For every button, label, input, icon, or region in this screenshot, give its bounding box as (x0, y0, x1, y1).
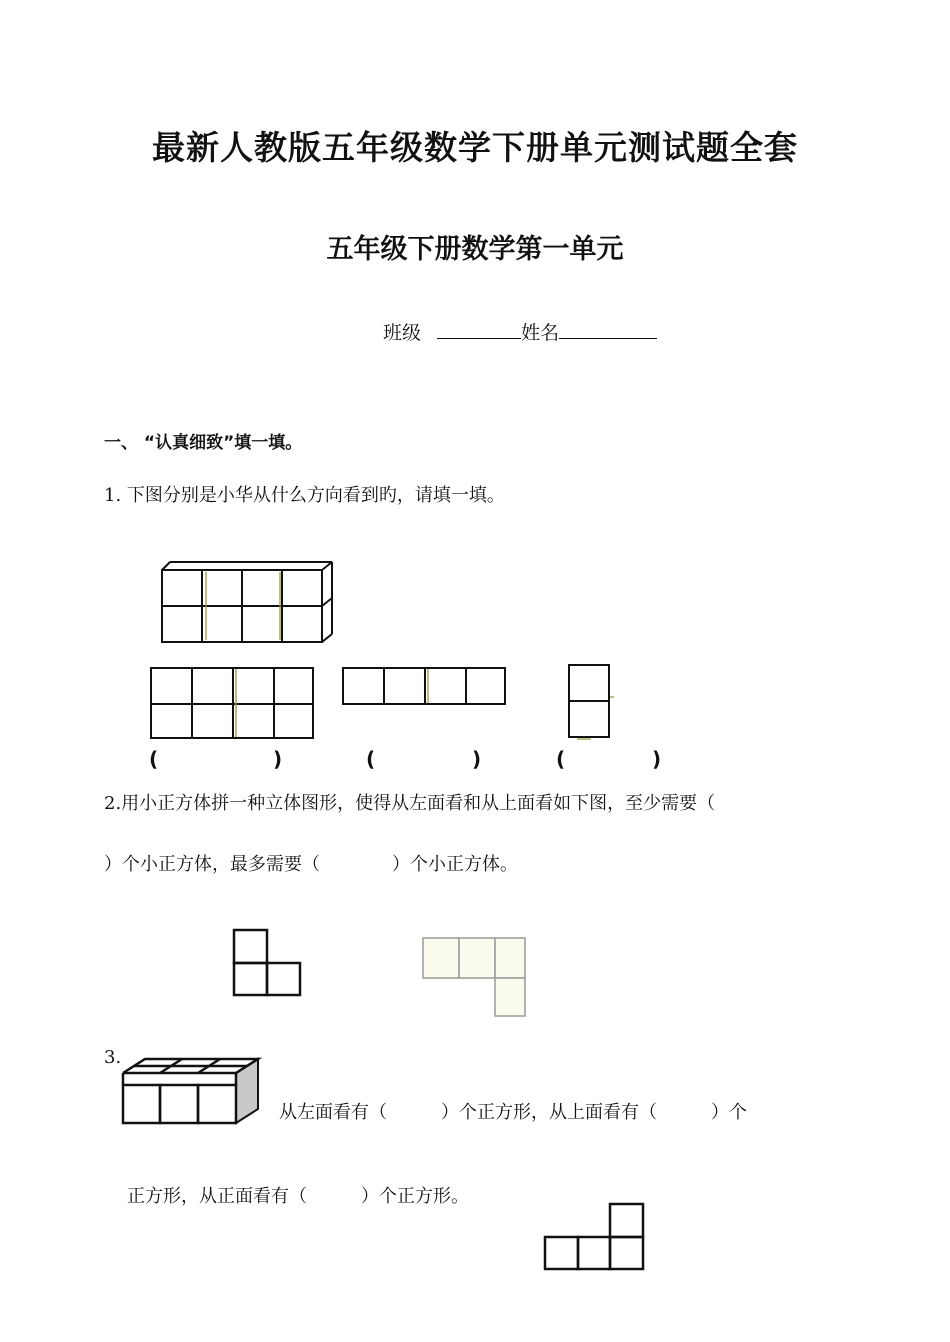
q1-answer-b-close: ) (472, 747, 482, 771)
question-1: 1. 下图分别是小华从什么方向看到旳，请填一填。 (104, 485, 505, 506)
q1-answer-a-open: ( (149, 747, 159, 771)
page-title: 最新人教版五年级数学下册单元测试题全套 (152, 128, 798, 167)
q1-view-side-grid (567, 663, 615, 741)
q3-3d-figure (120, 1057, 266, 1127)
q1-answer-a-close: ) (273, 747, 283, 771)
q1-3d-figure (160, 560, 340, 650)
section-heading: 一、 “认真细致”填一填。 (104, 433, 303, 453)
question-3-line-2: 正方形，从正面看有（ ）个正方形。 (127, 1186, 469, 1207)
question-3-line-1: 从左面看有（ ）个正方形，从上面看有（ ）个 (279, 1102, 747, 1123)
class-label: 班级 (383, 322, 422, 344)
q2-top-view-grid (421, 936, 531, 1022)
student-info (383, 318, 657, 345)
question-2-line-2: ）个小正方体，最多需要（ ）个小正方体。 (104, 854, 518, 875)
class-blank[interactable] (437, 320, 521, 339)
name-blank[interactable] (559, 320, 657, 339)
q1-view-top-grid (342, 667, 508, 707)
q1-answer-c-open: ( (556, 747, 566, 771)
q1-answer-c-close: ) (652, 747, 662, 771)
unit-subtitle: 五年级下册数学第一单元 (326, 234, 624, 265)
name-label: 姓名 (521, 322, 560, 344)
q1-view-front-grid (150, 667, 316, 741)
q3-front-view-grid (543, 1201, 649, 1273)
question-3-number: 3. (104, 1047, 122, 1068)
question-2-line-1: 2.用小正方体拼一种立体图形，使得从左面看和从上面看如下图，至少需要（ (104, 793, 716, 814)
q2-left-view-grid (232, 928, 304, 998)
q1-answer-b-open: ( (366, 747, 376, 771)
